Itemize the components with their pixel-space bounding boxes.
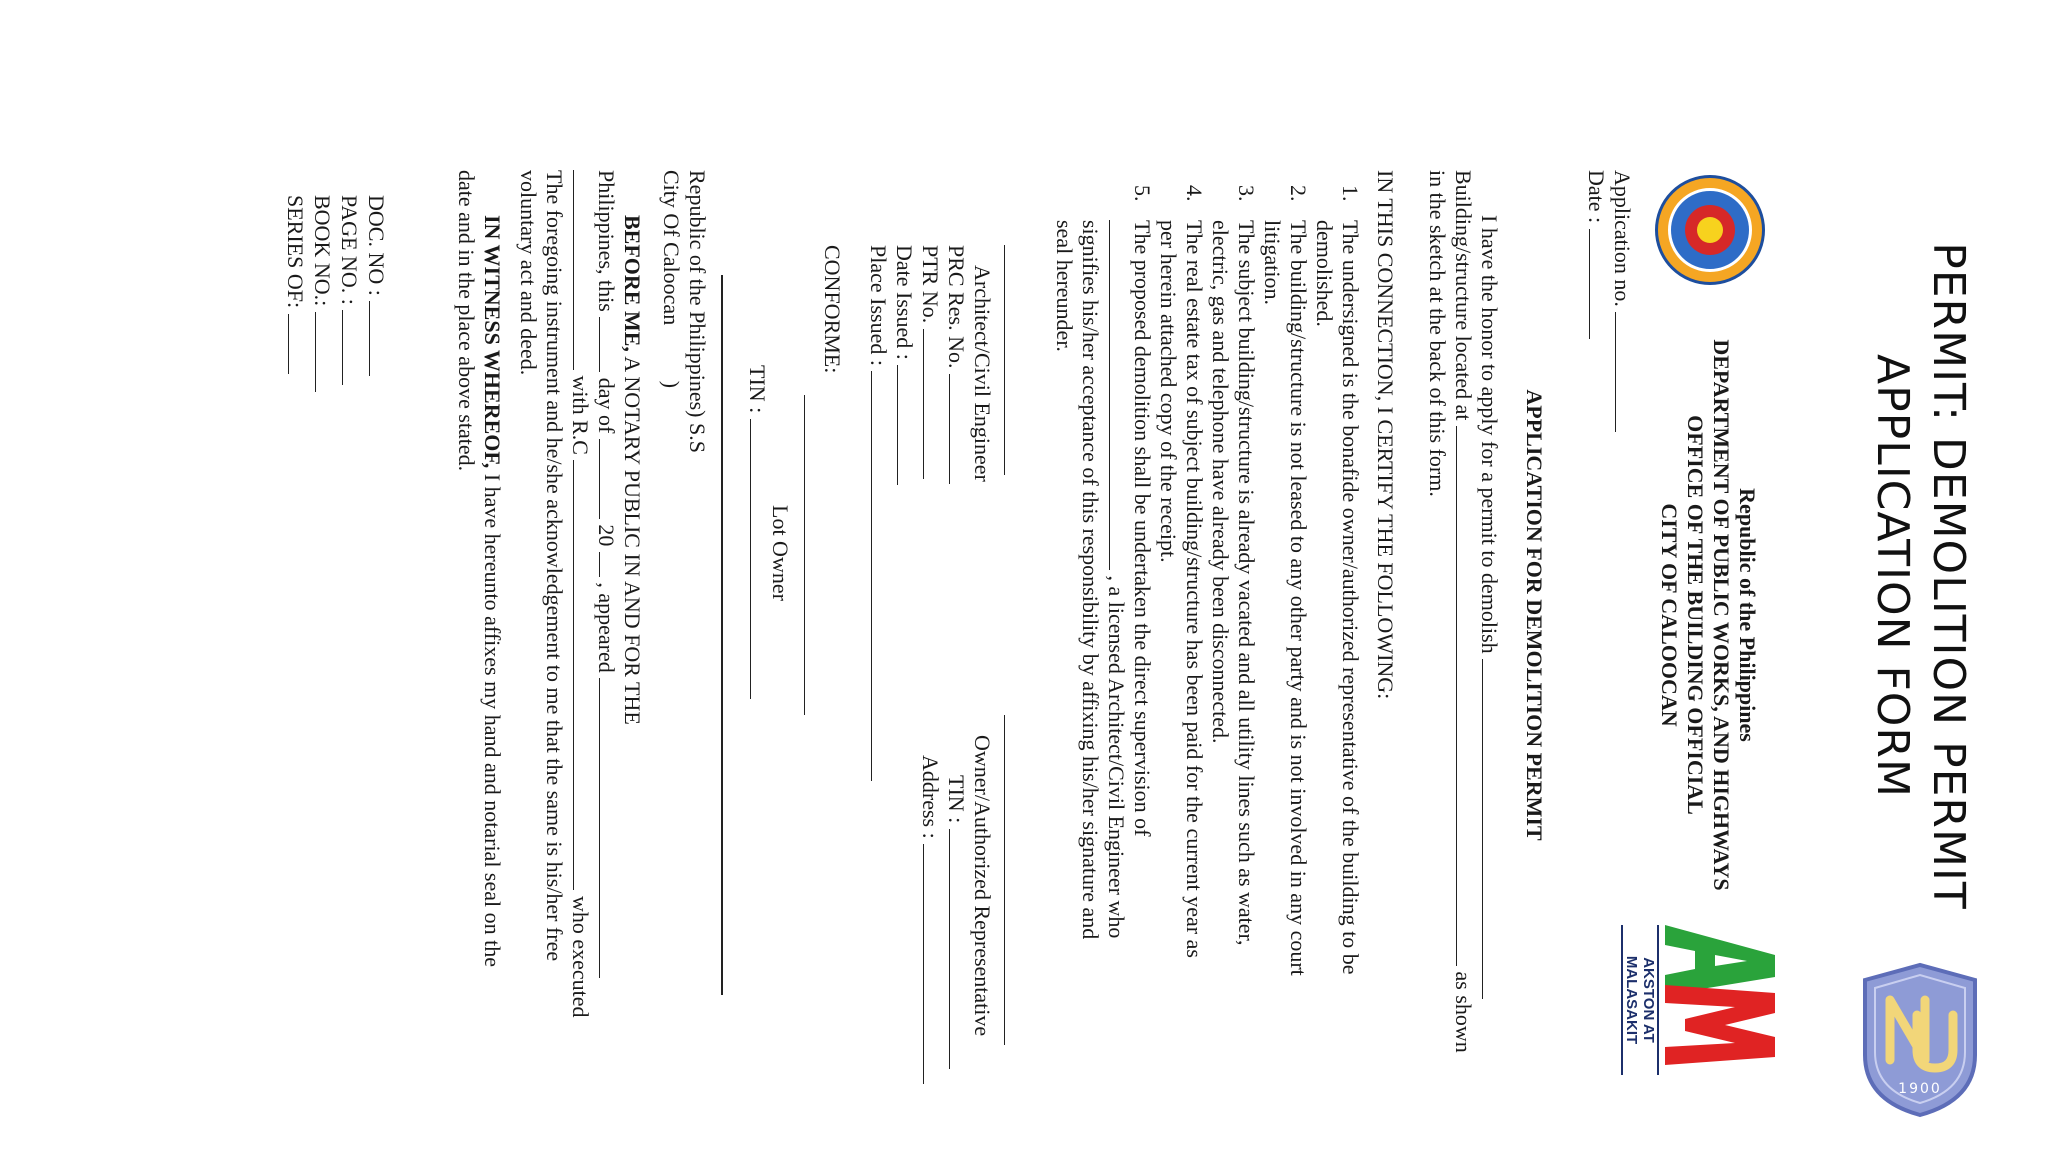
header-office: OFFICE OF THE BUILDING OFFICIAL <box>1683 415 1708 815</box>
lot-owner-tin-field: TIN : <box>744 365 770 699</box>
owner-label: Owner/Authorized Representative <box>970 735 995 1037</box>
am-logo-caption: AKSTON AT MALASAKIT <box>1621 925 1659 1075</box>
notary-republic: Republic of the Philippines) S.S <box>685 170 710 453</box>
notary-philippines-line: Philippines, this day of 20 , appeared <box>593 170 619 978</box>
cert-5-line-1: The proposed demolition shall be undertaken the direct supervision of <box>1130 220 1155 837</box>
intro-line-3: in the sketch at the back of this form. <box>1425 170 1450 497</box>
cert-5-line-4: seal hereunder. <box>1052 220 1077 352</box>
notary-appeared-input[interactable] <box>599 678 619 978</box>
notary-day-input[interactable] <box>599 317 619 372</box>
cert-2-line-2: litigation. <box>1260 220 1285 305</box>
lot-owner-label: Lot Owner <box>768 505 793 601</box>
series-input[interactable] <box>288 314 309 374</box>
header-city: CITY OF CALOOCAN <box>1657 503 1682 727</box>
header-department: DEPARTMENT OF PUBLIC WORKS, AND HIGHWAYS <box>1709 339 1734 891</box>
doc-no-input[interactable] <box>369 301 390 376</box>
lot-owner-tin-input[interactable] <box>750 419 770 699</box>
engineer-name-input[interactable] <box>1109 220 1129 570</box>
slide-title-line-2: APPLICATION FORM <box>1867 354 1918 798</box>
notary-year-input[interactable] <box>599 552 619 577</box>
cert-2-line-1: The building/structure is not leased to any other party and is not involved in any court <box>1286 220 1311 976</box>
nu-shield-logo-icon <box>1855 960 1985 1120</box>
ptr-input[interactable] <box>923 329 943 479</box>
lot-owner-signature-line[interactable] <box>804 395 805 715</box>
cert-1-line-1: The undersigned is the bonafide owner/authorized representative of the building to be <box>1338 220 1363 975</box>
cert-num-5: 5. <box>1130 185 1155 202</box>
notary-rc-input[interactable] <box>573 460 593 890</box>
architect-label: Architect/Civil Engineer <box>970 265 995 482</box>
notary-witness-line-2: date and in the place above stated. <box>454 170 479 472</box>
demolish-input[interactable] <box>1482 659 1502 999</box>
notary-city: City Of Caloocan ) <box>659 170 684 389</box>
place-issued-input[interactable] <box>871 371 891 781</box>
cert-4-line-2: per herein attached copy of the receipt. <box>1156 220 1181 563</box>
notary-before-me: BEFORE ME, A NOTARY PUBLIC IN AND FOR THE <box>620 215 645 725</box>
notary-witness: IN WITNESS WHEREOF, I have hereunto affixes my hand and notarial seal on the <box>480 215 505 968</box>
cert-1-line-2: demolished. <box>1312 220 1337 327</box>
cert-5-line-3: signifies his/her acceptance of this responsibility by affixing his/her signature and <box>1078 220 1103 940</box>
cert-3-line-2: electric, gas and telephone have already been disconnected. <box>1208 220 1233 744</box>
conforme-label: CONFORME: <box>820 245 845 374</box>
application-no-input[interactable] <box>1615 312 1635 432</box>
page-no-input[interactable] <box>342 310 363 385</box>
header-republic: Republic of the Philippines <box>1735 488 1760 742</box>
intro-line-1: I have the honor to apply for a permit to demolish <box>1476 215 1502 999</box>
application-no-field <box>1609 170 1635 432</box>
place-issued-field: Place Issued : <box>865 245 891 781</box>
notary-rc-line: with R.C who executed <box>567 170 593 1018</box>
certify-heading: IN THIS CONNECTION, I CERTIFY THE FOLLOWING: <box>1373 170 1398 700</box>
owner-signature-line[interactable] <box>1004 715 1005 1045</box>
cert-num-1: 1. <box>1338 185 1363 202</box>
doc-ref-doc-no: DOC. NO : <box>363 195 390 392</box>
section-divider <box>721 275 723 995</box>
doc-ref-series: SERIES OF: <box>282 195 309 392</box>
date-issued-input[interactable] <box>897 365 917 485</box>
architect-signature-line[interactable] <box>1004 245 1005 475</box>
slide-title-line-1: PERMIT: DEMOLITION PERMIT <box>1923 242 1974 910</box>
cert-4-line-1: The real estate tax of subject building/structure has been paid for the current year as <box>1182 220 1207 958</box>
owner-tin-input[interactable] <box>949 829 969 1069</box>
cert-num-3: 3. <box>1234 185 1259 202</box>
cert-num-4: 4. <box>1182 185 1207 202</box>
ptr-field: PTR No. <box>917 245 943 479</box>
prc-field: PRC Res. No. <box>943 245 969 484</box>
location-input[interactable] <box>1456 426 1476 966</box>
notary-foregoing: The foregoing instrument and he/she acknowledgement to me that the same is his/her free <box>542 170 567 962</box>
owner-tin-field: TIN : <box>943 775 969 1069</box>
owner-address-field: Address : <box>917 755 943 1084</box>
nu-logo-year: 1900 <box>1898 1081 1942 1097</box>
intro-line-2: Building/structure located at as shown <box>1451 170 1476 1053</box>
form-title: APPLICATION FOR DEMOLITION PERMIT <box>1522 389 1547 841</box>
demolition-permit-document <box>385 115 1805 1115</box>
book-no-input[interactable] <box>315 312 336 392</box>
cert-5-line-2: , a licensed Architect/Civil Engineer who <box>1103 220 1129 938</box>
cert-num-2: 2. <box>1286 185 1311 202</box>
application-no-label: Application no. <box>1610 170 1635 307</box>
doc-ref-book-no: BOOK NO.: <box>309 195 336 392</box>
date-label: Date : <box>1584 170 1609 224</box>
notary-voluntary: voluntary act and deed. <box>516 170 541 376</box>
date-issued-field: Date Issued : <box>891 245 917 485</box>
owner-address-input[interactable] <box>923 844 943 1084</box>
prc-input[interactable] <box>949 374 969 484</box>
notary-month-input[interactable] <box>599 439 619 519</box>
notary-name-input[interactable] <box>573 170 593 370</box>
cert-3-line-1: The subject building/structure is already vacated and all utility lines such as water, <box>1234 220 1259 946</box>
date-input[interactable] <box>1589 229 1609 339</box>
date-field <box>1583 170 1609 339</box>
doc-ref-page-no: PAGE NO. : <box>336 195 363 392</box>
